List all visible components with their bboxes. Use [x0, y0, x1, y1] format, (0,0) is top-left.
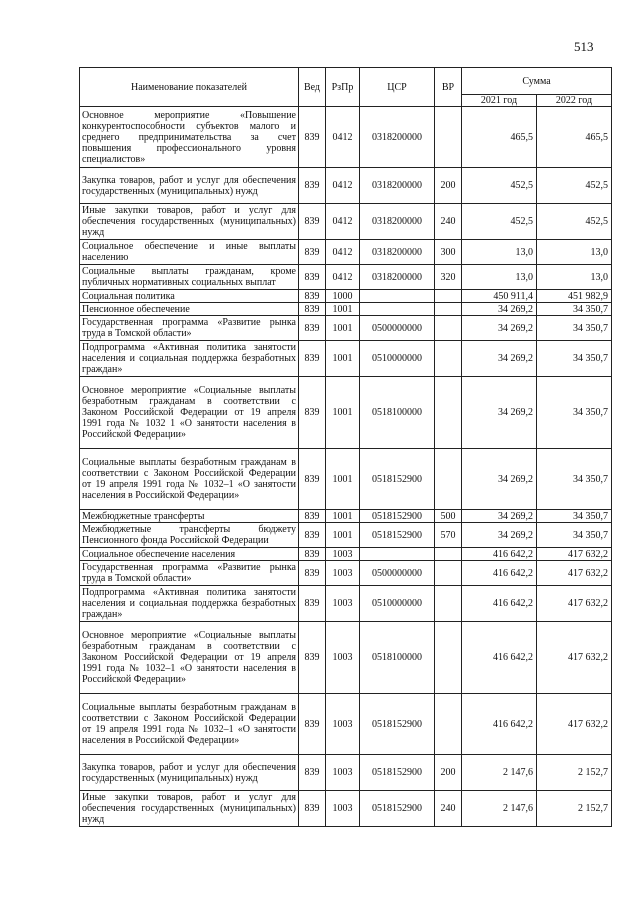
row-sum-2022: 417 632,2	[537, 561, 612, 586]
row-ved: 839	[299, 240, 326, 265]
row-sum-2022: 34 350,7	[537, 449, 612, 510]
row-sum-2021: 34 269,2	[462, 523, 537, 548]
row-name: Межбюджетные трансферты	[80, 510, 299, 523]
row-ved: 839	[299, 523, 326, 548]
row-sum-2021: 2 147,6	[462, 755, 537, 791]
row-sum-2022: 34 350,7	[537, 341, 612, 377]
row-name: Социальные выплаты гражданам, кроме публичных нормативных социальных выплат	[80, 265, 299, 290]
row-sum-2022: 417 632,2	[537, 586, 612, 622]
row-name: Государственная программа «Развитие рынка труда в Томской области»	[80, 561, 299, 586]
row-name: Основное мероприятие «Социальные выплаты безработным гражданам в соответствии с Законом Российской Федерации от 19 апреля 1991 года № 1032 1 «О занятости населения в Российской Федерации»	[80, 377, 299, 449]
row-name: Пенсионное обеспечение	[80, 303, 299, 316]
row-vr: 500	[435, 510, 462, 523]
row-name: Социальные выплаты безработным гражданам в соответствии с Законом Российской Федерации от 19 апреля 1991 года № 1032–1 «О занятости населения в Российской Федерации»	[80, 694, 299, 755]
row-sum-2021: 450 911,4	[462, 290, 537, 303]
header-name: Наименование показателей	[80, 68, 299, 107]
table-row	[80, 341, 612, 377]
row-ved: 839	[299, 622, 326, 694]
row-ved: 839	[299, 290, 326, 303]
header-csr: ЦСР	[360, 68, 435, 107]
row-sum-2022: 13,0	[537, 265, 612, 290]
header-year-2021: 2021 год	[462, 95, 537, 107]
row-csr: 0518152900	[360, 791, 435, 827]
row-csr: 0318200000	[360, 265, 435, 290]
row-vr: 240	[435, 791, 462, 827]
table-row	[80, 303, 612, 316]
row-sum-2021: 452,5	[462, 168, 537, 204]
table-row	[80, 791, 612, 827]
row-sum-2021: 34 269,2	[462, 449, 537, 510]
row-csr: 0510000000	[360, 341, 435, 377]
row-sum-2022: 417 632,2	[537, 548, 612, 561]
budget-table	[79, 67, 612, 827]
row-rzpr: 1003	[326, 755, 360, 791]
row-ved: 839	[299, 316, 326, 341]
row-vr: 240	[435, 204, 462, 240]
row-rzpr: 1003	[326, 561, 360, 586]
row-ved: 839	[299, 548, 326, 561]
table-row	[80, 694, 612, 755]
table-row	[80, 107, 612, 168]
table-row	[80, 510, 612, 523]
row-ved: 839	[299, 168, 326, 204]
row-sum-2022: 417 632,2	[537, 694, 612, 755]
row-rzpr: 0412	[326, 240, 360, 265]
row-vr	[435, 622, 462, 694]
row-rzpr: 0412	[326, 107, 360, 168]
row-sum-2021: 416 642,2	[462, 622, 537, 694]
row-sum-2021: 416 642,2	[462, 586, 537, 622]
table-row	[80, 240, 612, 265]
row-ved: 839	[299, 586, 326, 622]
row-vr	[435, 316, 462, 341]
row-sum-2021: 34 269,2	[462, 510, 537, 523]
row-rzpr: 1001	[326, 523, 360, 548]
table-row	[80, 548, 612, 561]
row-sum-2021: 416 642,2	[462, 561, 537, 586]
row-rzpr: 1000	[326, 290, 360, 303]
row-csr: 0510000000	[360, 586, 435, 622]
row-rzpr: 0412	[326, 265, 360, 290]
row-rzpr: 1001	[326, 316, 360, 341]
row-csr: 0518152900	[360, 694, 435, 755]
row-rzpr: 1001	[326, 510, 360, 523]
row-vr	[435, 377, 462, 449]
table-row	[80, 755, 612, 791]
row-sum-2021: 34 269,2	[462, 341, 537, 377]
row-ved: 839	[299, 377, 326, 449]
row-ved: 839	[299, 449, 326, 510]
row-vr	[435, 290, 462, 303]
table-row	[80, 622, 612, 694]
row-name: Основное мероприятие «Социальные выплаты безработным гражданам в соответствии с Законом Российской Федерации от 19 апреля 1991 года № 1032–1 «О занятости населения в Российской Федерации»	[80, 622, 299, 694]
row-name: Закупка товаров, работ и услуг для обеспечения государственных (муниципальных) нужд	[80, 755, 299, 791]
row-ved: 839	[299, 755, 326, 791]
row-csr: 0318200000	[360, 240, 435, 265]
table-row	[80, 377, 612, 449]
row-rzpr: 1001	[326, 377, 360, 449]
row-sum-2022: 417 632,2	[537, 622, 612, 694]
row-sum-2022: 452,5	[537, 204, 612, 240]
row-sum-2022: 2 152,7	[537, 791, 612, 827]
row-sum-2021: 465,5	[462, 107, 537, 168]
row-csr: 0518152900	[360, 523, 435, 548]
page-number: 513	[574, 39, 594, 54]
row-csr: 0518100000	[360, 377, 435, 449]
row-vr	[435, 548, 462, 561]
row-sum-2022: 34 350,7	[537, 523, 612, 548]
row-rzpr: 1003	[326, 791, 360, 827]
row-rzpr: 1001	[326, 303, 360, 316]
row-ved: 839	[299, 303, 326, 316]
row-name: Социальное обеспечение и иные выплаты населению	[80, 240, 299, 265]
table-row	[80, 586, 612, 622]
row-csr: 0518152900	[360, 510, 435, 523]
table-body	[80, 107, 612, 827]
row-name: Иные закупки товаров, работ и услуг для обеспечения государственных (муниципальных) нужд	[80, 791, 299, 827]
row-ved: 839	[299, 204, 326, 240]
row-vr	[435, 694, 462, 755]
row-rzpr: 1003	[326, 694, 360, 755]
row-sum-2021: 13,0	[462, 240, 537, 265]
row-csr: 0318200000	[360, 107, 435, 168]
row-sum-2021: 2 147,6	[462, 791, 537, 827]
row-csr: 0518152900	[360, 449, 435, 510]
row-name: Закупка товаров, работ и услуг для обеспечения государственных (муниципальных) нужд	[80, 168, 299, 204]
row-ved: 839	[299, 561, 326, 586]
row-sum-2021: 13,0	[462, 265, 537, 290]
row-name: Основное мероприятие «Повышение конкурентоспособности субъектов малого и среднего предпринимательства за счет повышения профессионального уровня специалистов»	[80, 107, 299, 168]
row-csr: 0518100000	[360, 622, 435, 694]
row-vr: 300	[435, 240, 462, 265]
row-csr: 0500000000	[360, 316, 435, 341]
table-row	[80, 561, 612, 586]
row-vr	[435, 449, 462, 510]
row-sum-2021: 452,5	[462, 204, 537, 240]
row-sum-2021: 34 269,2	[462, 316, 537, 341]
row-ved: 839	[299, 510, 326, 523]
row-ved: 839	[299, 265, 326, 290]
row-vr	[435, 341, 462, 377]
row-ved: 839	[299, 694, 326, 755]
row-sum-2022: 34 350,7	[537, 303, 612, 316]
row-csr: 0500000000	[360, 561, 435, 586]
row-name: Межбюджетные трансферты бюджету Пенсионного фонда Российской Федерации	[80, 523, 299, 548]
header-vr: ВР	[435, 68, 462, 107]
row-vr: 200	[435, 755, 462, 791]
table-row	[80, 168, 612, 204]
row-ved: 839	[299, 107, 326, 168]
row-vr	[435, 586, 462, 622]
row-sum-2021: 34 269,2	[462, 303, 537, 316]
row-vr	[435, 561, 462, 586]
row-vr	[435, 107, 462, 168]
header-year-2022: 2022 год	[537, 95, 612, 107]
row-name: Социальное обеспечение населения	[80, 548, 299, 561]
table-row	[80, 316, 612, 341]
row-sum-2022: 452,5	[537, 168, 612, 204]
row-csr	[360, 303, 435, 316]
row-sum-2021: 34 269,2	[462, 377, 537, 449]
row-rzpr: 1003	[326, 622, 360, 694]
row-sum-2022: 13,0	[537, 240, 612, 265]
row-rzpr: 0412	[326, 168, 360, 204]
header-ved: Вед	[299, 68, 326, 107]
row-sum-2022: 451 982,9	[537, 290, 612, 303]
table-row	[80, 523, 612, 548]
row-vr: 200	[435, 168, 462, 204]
table-row	[80, 290, 612, 303]
row-sum-2022: 34 350,7	[537, 377, 612, 449]
row-rzpr: 1001	[326, 449, 360, 510]
row-csr	[360, 548, 435, 561]
row-csr: 0318200000	[360, 204, 435, 240]
row-name: Социальная политика	[80, 290, 299, 303]
table-row	[80, 449, 612, 510]
row-name: Социальные выплаты безработным гражданам в соответствии с Законом Российской Федерации от 19 апреля 1991 года № 1032–1 «О занятости населения в Российской Федерации»	[80, 449, 299, 510]
row-name: Государственная программа «Развитие рынка труда в Томской области»	[80, 316, 299, 341]
row-name: Иные закупки товаров, работ и услуг для обеспечения государственных (муниципальных) нужд	[80, 204, 299, 240]
row-ved: 839	[299, 791, 326, 827]
row-sum-2021: 416 642,2	[462, 694, 537, 755]
row-sum-2021: 416 642,2	[462, 548, 537, 561]
row-csr: 0318200000	[360, 168, 435, 204]
table-row	[80, 265, 612, 290]
header-rzpr: РзПр	[326, 68, 360, 107]
row-vr: 320	[435, 265, 462, 290]
table-row	[80, 204, 612, 240]
row-csr	[360, 290, 435, 303]
header-sum: Сумма	[462, 68, 612, 95]
row-csr: 0518152900	[360, 755, 435, 791]
row-name: Подпрограмма «Активная политика занятости населения и социальная поддержка безработных граждан»	[80, 586, 299, 622]
row-sum-2022: 34 350,7	[537, 316, 612, 341]
row-rzpr: 1003	[326, 586, 360, 622]
row-ved: 839	[299, 341, 326, 377]
row-rzpr: 1001	[326, 341, 360, 377]
row-name: Подпрограмма «Активная политика занятости населения и социальная поддержка безработных граждан»	[80, 341, 299, 377]
row-rzpr: 1003	[326, 548, 360, 561]
row-vr	[435, 303, 462, 316]
row-sum-2022: 2 152,7	[537, 755, 612, 791]
row-sum-2022: 34 350,7	[537, 510, 612, 523]
row-sum-2022: 465,5	[537, 107, 612, 168]
row-vr: 570	[435, 523, 462, 548]
row-rzpr: 0412	[326, 204, 360, 240]
